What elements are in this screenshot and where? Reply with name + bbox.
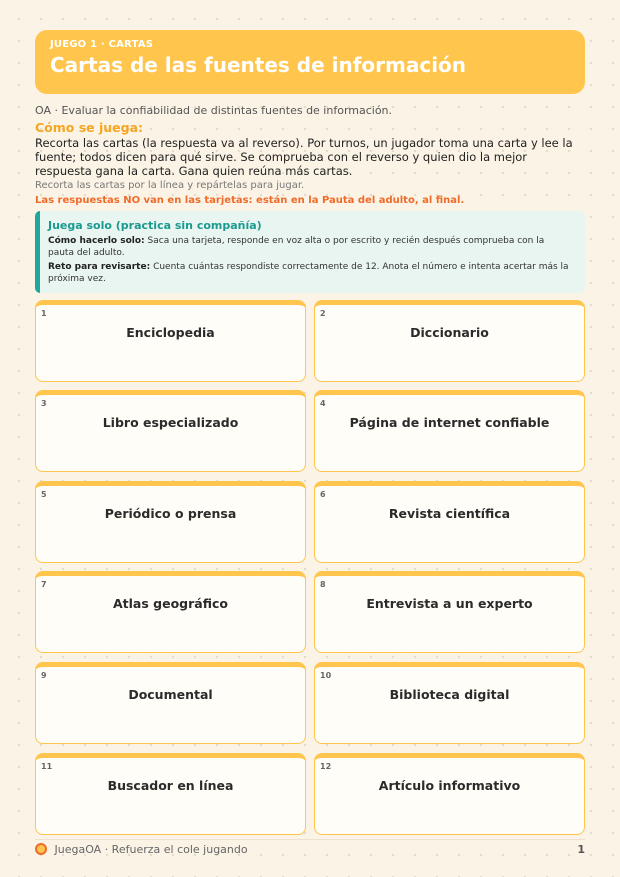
solo-challenge-line bbox=[48, 261, 573, 285]
card-name: Biblioteca digital bbox=[389, 687, 510, 702]
footer-divider bbox=[35, 839, 585, 840]
card-name: Artículo informativo bbox=[378, 778, 521, 793]
card bbox=[314, 481, 585, 563]
cut-note: Recorta las cartas por la línea y repártelas para jugar. bbox=[35, 180, 305, 191]
card-number: 6 bbox=[320, 490, 326, 499]
target-logo-icon bbox=[35, 843, 47, 855]
page-title: Cartas de las fuentes de información bbox=[50, 53, 467, 77]
how-to-play-title: Cómo se juega: bbox=[35, 120, 144, 135]
card-number: 2 bbox=[320, 309, 326, 318]
solo-how-text: Saca una tarjeta, responde en voz alta o por escrito y recién después comprueba con la pauta del adulto. bbox=[48, 236, 545, 258]
card-number: 7 bbox=[41, 580, 47, 589]
card bbox=[35, 390, 306, 472]
page-header bbox=[35, 30, 585, 94]
solo-challenge-label: Reto para revisarte: bbox=[48, 262, 151, 272]
card-number: 9 bbox=[41, 671, 47, 680]
card bbox=[314, 571, 585, 653]
card-name: Revista científica bbox=[388, 506, 511, 521]
card bbox=[314, 662, 585, 744]
card-number: 8 bbox=[320, 580, 326, 589]
card-number: 12 bbox=[320, 762, 332, 771]
card bbox=[35, 300, 306, 382]
card-number: 1 bbox=[41, 309, 47, 318]
card-number: 10 bbox=[320, 671, 332, 680]
card-name: Libro especializado bbox=[102, 415, 239, 430]
card-number: 3 bbox=[41, 399, 47, 408]
learning-objective: OA · Evaluar la confiabilidad de distintas fuentes de información. bbox=[35, 104, 393, 117]
card-name: Atlas geográfico bbox=[113, 596, 228, 611]
card-name: Periódico o prensa bbox=[104, 506, 237, 521]
card bbox=[314, 300, 585, 382]
game-kicker: JUEGO 1 · CARTAS bbox=[50, 39, 154, 50]
card-number: 5 bbox=[41, 490, 47, 499]
footer bbox=[35, 843, 585, 859]
card-name: Documental bbox=[128, 687, 213, 702]
solo-play-box bbox=[35, 211, 585, 293]
answers-warning: Las respuestas NO van en las tarjetas: están en la Pauta del adulto, al final. bbox=[35, 195, 465, 206]
card-number: 4 bbox=[320, 399, 326, 408]
card-name: Página de internet confiable bbox=[349, 415, 550, 430]
card bbox=[35, 662, 306, 744]
card bbox=[35, 481, 306, 563]
solo-how-line bbox=[48, 235, 573, 259]
card-name: Diccionario bbox=[410, 325, 489, 340]
solo-how-label: Cómo hacerlo solo: bbox=[48, 236, 145, 246]
card-name: Enciclopedia bbox=[126, 325, 215, 340]
card bbox=[35, 753, 306, 835]
how-to-play-body: Recorta las cartas (la respuesta va al reverso). Por turnos, un jugador toma una carta y lee la fuente; todos dicen para qué sirve. Se comprueba con el reverso y quien dio la mejor respuesta gana la carta. Gana quien reúna más cartas. bbox=[35, 136, 573, 178]
card bbox=[314, 753, 585, 835]
footer-brand: JuegaOA · Refuerza el cole jugando bbox=[54, 843, 248, 856]
solo-challenge-text: Cuenta cuántas respondiste correctamente de 12. Anota el número e intenta acertar más la próxima vez. bbox=[48, 262, 569, 284]
card bbox=[35, 571, 306, 653]
card bbox=[314, 390, 585, 472]
card-name: Buscador en línea bbox=[107, 778, 234, 793]
solo-title: Juega solo (practica sin compañía) bbox=[48, 219, 262, 232]
card-number: 11 bbox=[41, 762, 53, 771]
page-number: 1 bbox=[577, 843, 585, 856]
card-name: Entrevista a un experto bbox=[366, 596, 533, 611]
